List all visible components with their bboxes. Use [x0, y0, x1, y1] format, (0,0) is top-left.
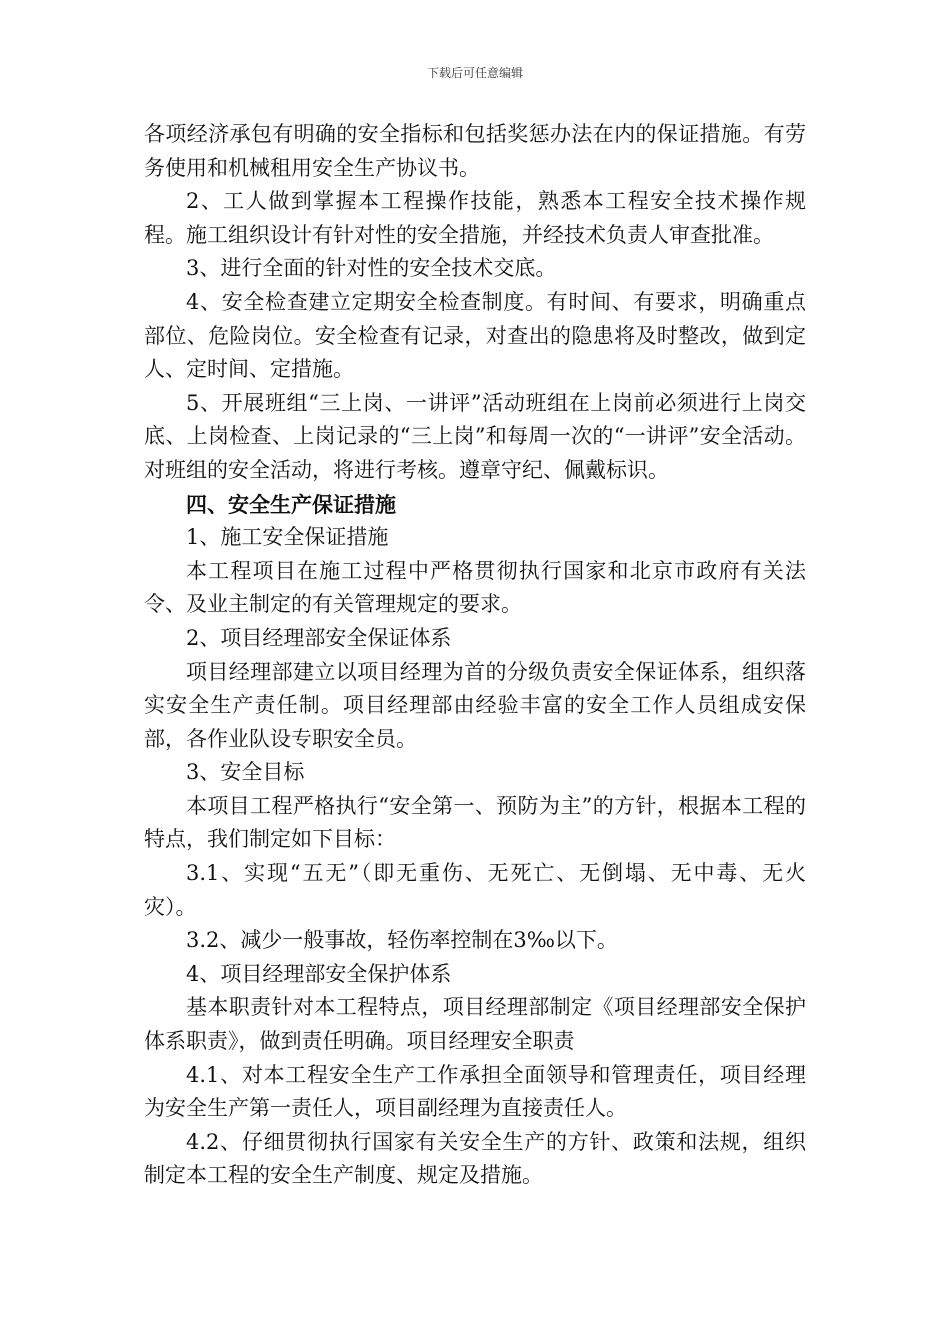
paragraph: 3.1、实现“五无”（即无重伤、无死亡、无倒塌、无中毒、无火灾）。	[144, 861, 806, 919]
paragraph: 3.2、减少一般事故，轻伤率控制在3‰以下。	[186, 928, 618, 953]
paragraph: 4.2、仔细贯彻执行国家有关安全生产的方针、政策和法规，组织制定本工程的安全生产制度、规定及措施。	[144, 1129, 806, 1188]
subheading: 1、施工安全保证措施	[186, 525, 389, 550]
paragraph: 4、安全检查建立定期安全检查制度。有时间、有要求，明确重点部位、危险岗位。安全检查有记录，对查出的隐患将及时整改，做到定人、定时间、定措施。	[144, 289, 806, 382]
paragraph: 本工程项目在施工过程中严格贯彻执行国家和北京市政府有关法令、及业主制定的有关管理规定的要求。	[144, 558, 806, 617]
paragraph: 2、工人做到掌握本工程操作技能，熟悉本工程安全技术操作规程。施工组织设计有针对性的安全措施，并经技术负责人审查批准。	[144, 189, 806, 247]
paragraph: 各项经济承包有明确的安全指标和包括奖惩办法在内的保证措施。有劳务使用和机械租用安全生产协议书。	[144, 122, 806, 180]
subheading: 3、安全目标	[186, 760, 305, 785]
paragraph: 基本职责针对本工程特点，项目经理部制定《项目经理部安全保护体系职责》，做到责任明确。项目经理安全职责	[144, 995, 806, 1054]
paragraph: 5、开展班组“三上岗、一讲评”活动班组在上岗前必须进行上岗交底、上岗检查、上岗记录的“三上岗”和每周一次的“一讲评”安全活动。对班组的安全活动，将进行考核。遵章守纪、佩戴标识。	[144, 390, 806, 482]
paragraph: 3、进行全面的针对性的安全技术交底。	[186, 256, 557, 281]
paragraph: 项目经理部建立以项目经理为首的分级负责安全保证体系，组织落实安全生产责任制。项目经理部由经验丰富的安全工作人员组成安保部，各作业队设专职安全员。	[144, 659, 806, 751]
section-heading: 四、安全生产保证措施	[186, 491, 396, 517]
page-header: 下载后可任意编辑	[426, 66, 523, 80]
document-body	[144, 118, 806, 1193]
paragraph: 本项目工程严格执行“安全第一、预防为主”的方针，根据本工程的特点，我们制定如下目标：	[144, 793, 806, 852]
subheading: 2、项目经理部安全保证体系	[186, 625, 452, 650]
subheading: 4、项目经理部安全保护体系	[186, 961, 452, 986]
paragraph: 4.1、对本工程安全生产工作承担全面领导和管理责任，项目经理为安全生产第一责任人，项目副经理为直接责任人。	[144, 1062, 806, 1121]
